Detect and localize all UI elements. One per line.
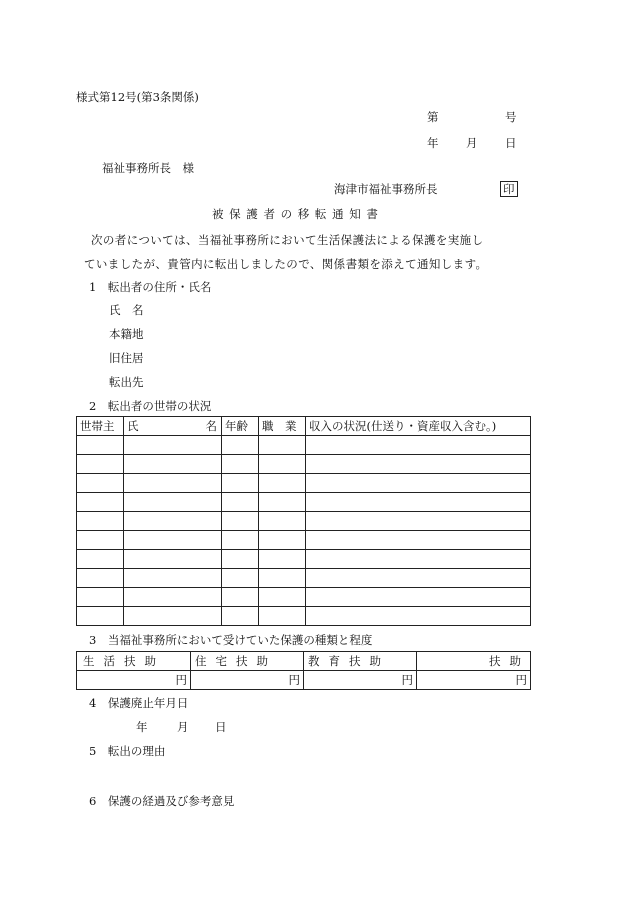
item-name: 氏 名 — [109, 303, 144, 317]
item-new-address: 転出先 — [109, 375, 144, 389]
date-day: 日 — [505, 136, 517, 150]
household-table — [76, 416, 531, 626]
section-4-heading: 4 保護廃止年月日 — [89, 696, 189, 710]
table-row — [77, 512, 531, 531]
assistance-table — [76, 651, 531, 690]
amount-education: 円 — [304, 671, 417, 690]
amount-other: 円 — [417, 671, 531, 690]
doc-no-dai: 第 — [427, 110, 439, 124]
header-name — [124, 417, 222, 436]
section-3-heading: 3 当福祉事務所において受けていた保護の種類と程度 — [89, 633, 373, 647]
form-id: 様式第12号(第3条関係) — [76, 90, 199, 104]
doc-no-go: 号 — [505, 110, 517, 124]
sender: 海津市福祉事務所長 — [334, 182, 438, 196]
section-6-heading: 6 保護の経過及び参考意見 — [89, 794, 235, 808]
section-2-heading: 2 転出者の世帯の状況 — [89, 399, 212, 413]
header-assistance: 扶助 — [417, 652, 531, 671]
assistance-header-row — [77, 652, 531, 671]
table-row — [77, 531, 531, 550]
abolition-day: 日 — [215, 720, 227, 734]
abolition-month: 月 — [177, 720, 189, 734]
table-row — [77, 607, 531, 626]
household-header-row — [77, 417, 531, 436]
header-living-assistance: 生活扶助 — [77, 652, 191, 671]
section-5-heading: 5 転出の理由 — [89, 744, 166, 758]
date-year: 年 — [427, 136, 439, 150]
table-row — [77, 588, 531, 607]
header-age: 年齢 — [222, 417, 259, 436]
body-line-1: 次の者については、当福祉事務所において生活保護法による保護を実施し — [91, 233, 484, 247]
stamp: 印 — [500, 181, 518, 197]
amount-living: 円 — [77, 671, 191, 690]
header-housing-assistance: 住宅扶助 — [191, 652, 304, 671]
section-1-heading: 1 転出者の住所・氏名 — [89, 280, 212, 294]
header-occupation: 職 業 — [259, 417, 306, 436]
header-setainushi: 世帯主 — [77, 417, 124, 436]
item-honseki: 本籍地 — [109, 327, 144, 341]
table-row — [77, 493, 531, 512]
table-row — [77, 474, 531, 493]
item-old-address: 旧住居 — [109, 351, 144, 365]
abolition-year: 年 — [136, 720, 148, 734]
table-row — [77, 436, 531, 455]
header-education-assistance: 教育扶助 — [304, 652, 417, 671]
body-line-2: ていましたが、貴管内に転出しましたので、関係書類を添えて通知します。 — [84, 257, 488, 271]
recipient: 福祉事務所長 様 — [102, 161, 194, 175]
assistance-amount-row — [77, 671, 531, 690]
table-row — [77, 455, 531, 474]
table-row — [77, 550, 531, 569]
date-month: 月 — [466, 136, 478, 150]
header-mei: 名 — [205, 418, 217, 433]
amount-housing: 円 — [191, 671, 304, 690]
document-title: 被 保 護 者 の 移 転 通 知 書 — [212, 207, 379, 221]
header-shi: 氏 — [127, 418, 139, 433]
header-income: 収入の状況(仕送り・資産収入含む。) — [306, 417, 531, 436]
table-row — [77, 569, 531, 588]
